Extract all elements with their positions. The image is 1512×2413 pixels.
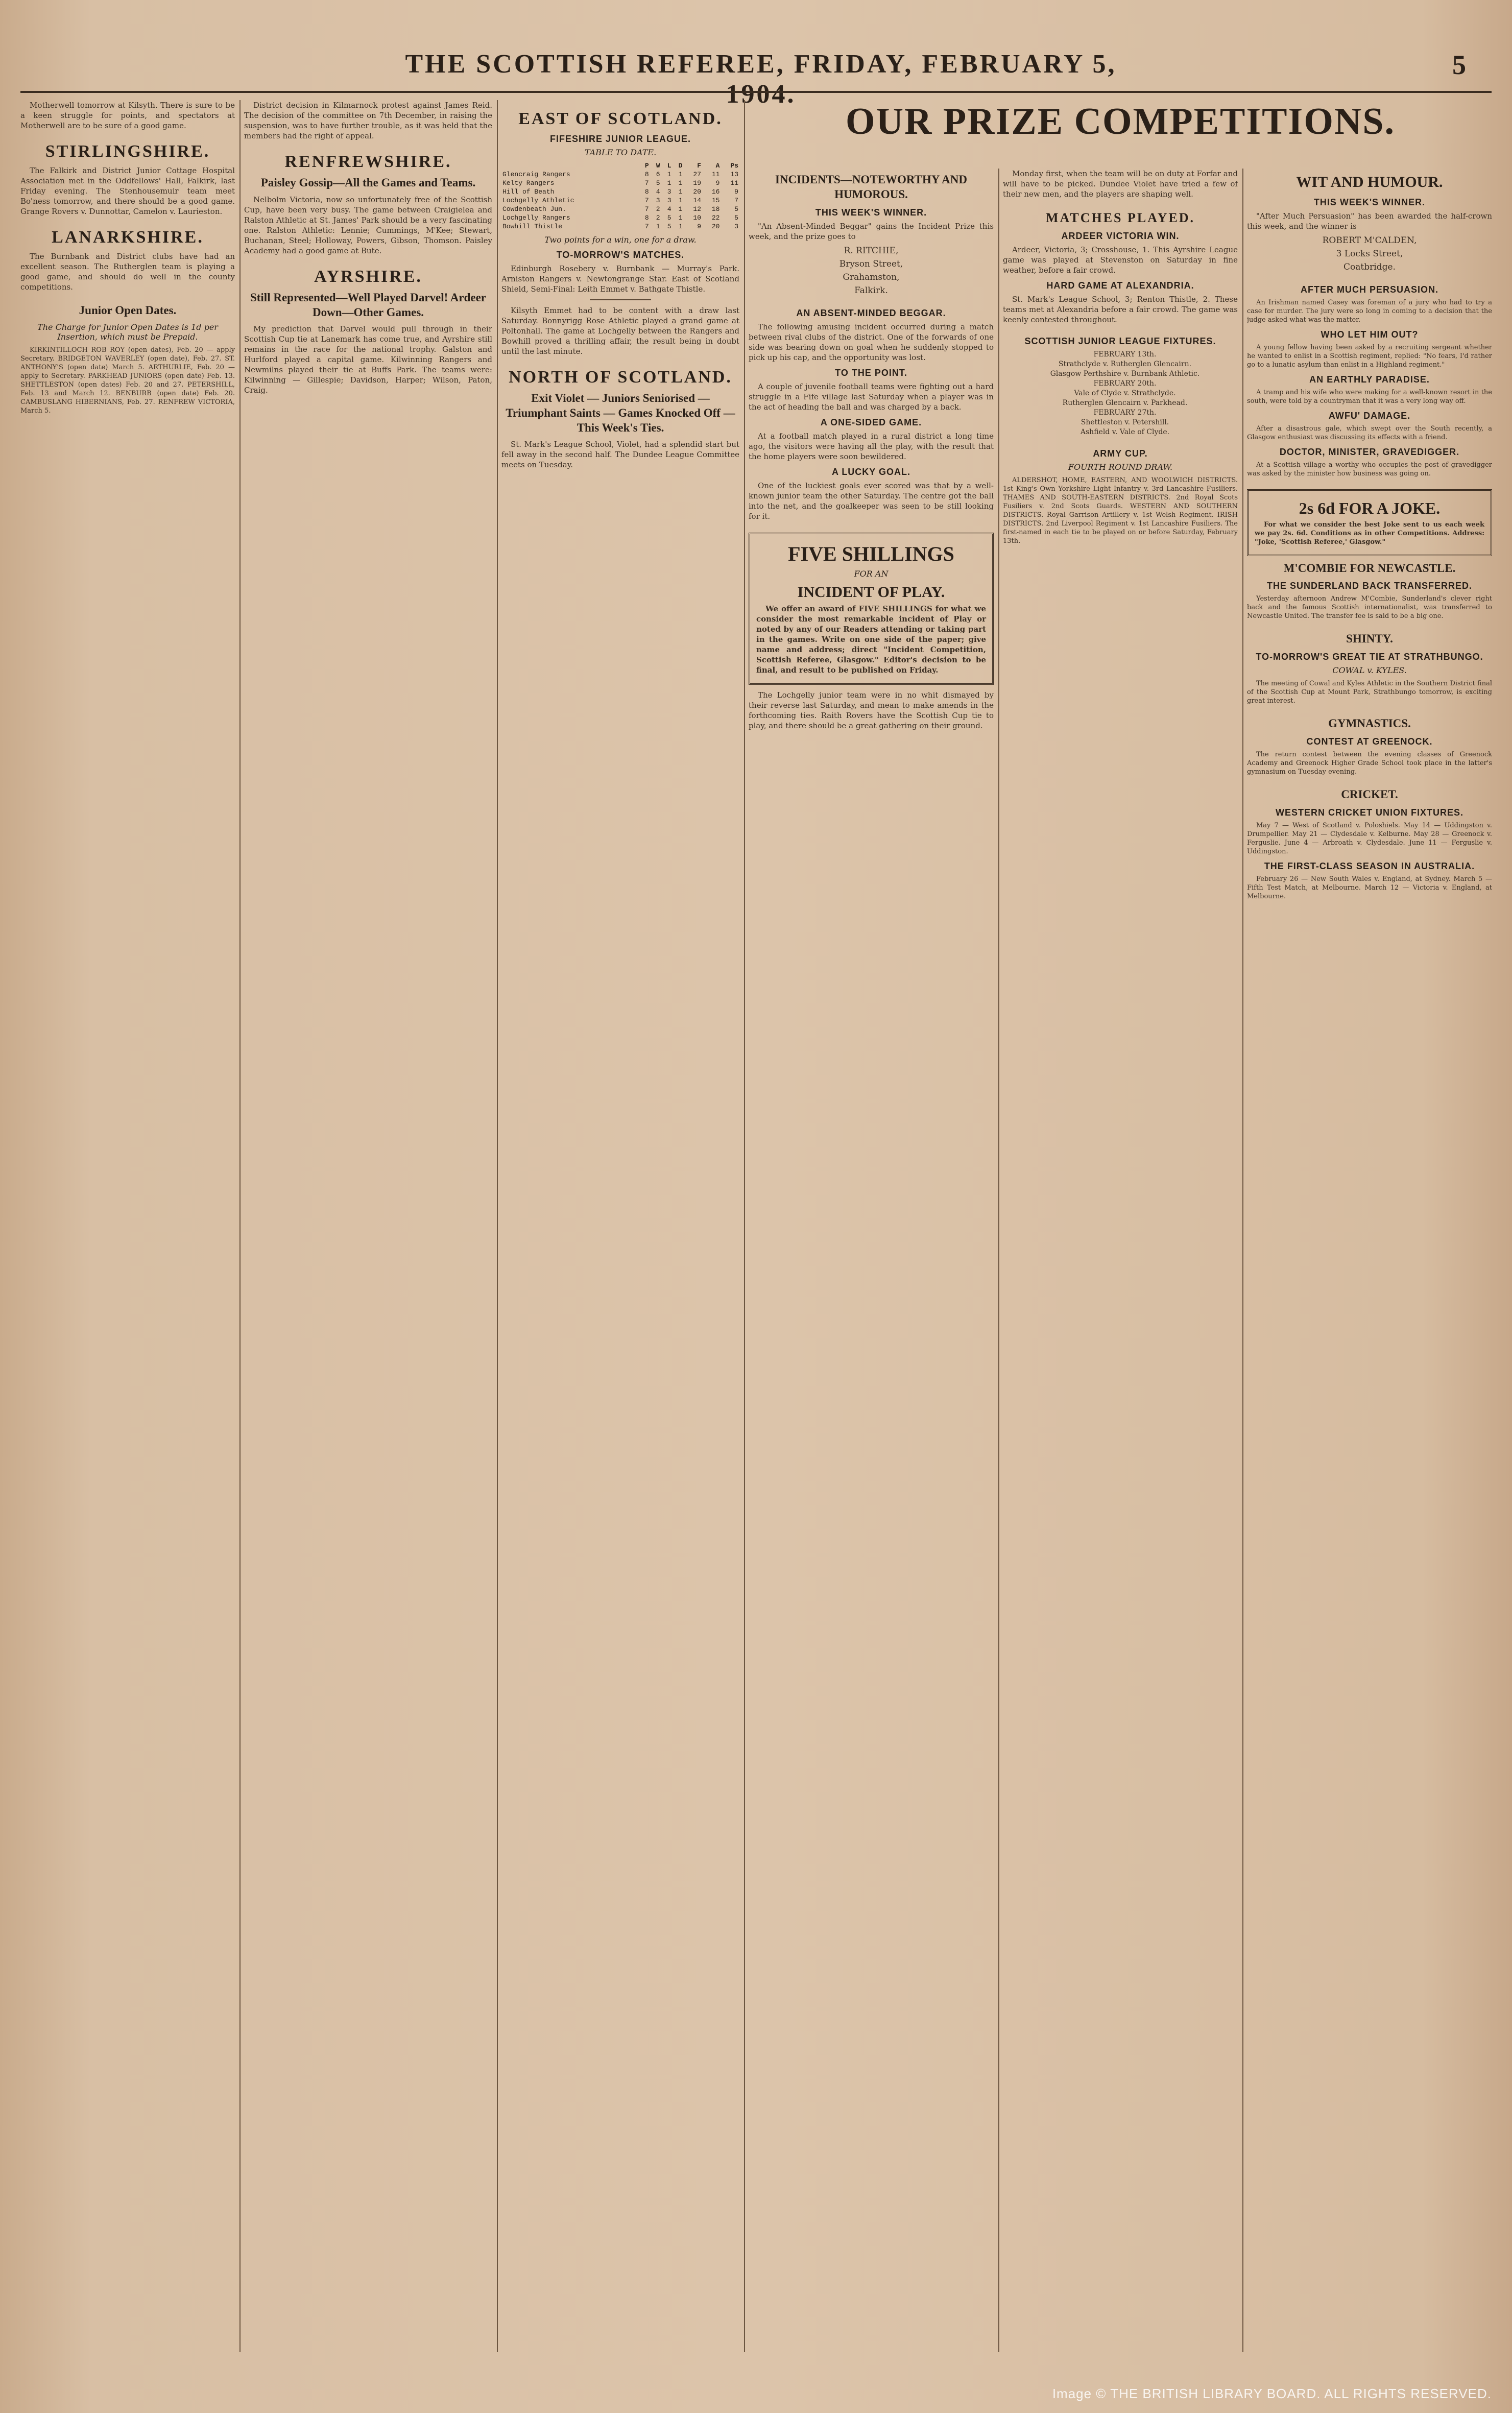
table-cell: 3 (667, 188, 671, 196)
box-subtitle: FOR AN (854, 568, 889, 579)
section-subheading: THE FIRST-CLASS SEASON IN AUSTRALIA. (1264, 861, 1475, 871)
table-row (501, 213, 739, 222)
table-header-cell: W (656, 162, 660, 170)
match-heading: ARDEER VICTORIA WIN. (1061, 231, 1180, 241)
article-text: The meeting of Cowal and Kyles Athletic in the Southern District final of the Scottish Cup at Mount Park, Strathbungo tomorrow, is exciting great interest. (1247, 680, 1492, 705)
fixture-line: FEBRUARY 13th. (1093, 350, 1157, 359)
table-cell: 3 (656, 197, 660, 204)
column-divider (744, 100, 745, 2352)
joke-heading: AWFU' DAMAGE. (1328, 410, 1411, 421)
table-row (501, 179, 739, 187)
column-1 (20, 100, 235, 2352)
fixture-text: May 7 — West of Scotland v. Poloshiels. May 14 — Uddingston v. Drumpellier. May 21 — Clydesdale v. Kelburne. May 28 — Greenock v. Ferguslie. June 4 — Arbroath v. Clydesdale. June 11 — Ferguslie v. Uddingston. (1247, 821, 1492, 855)
masthead (0, 49, 1512, 109)
column-3 (501, 100, 739, 2352)
table-cell: 10 (693, 214, 702, 222)
divider (590, 299, 651, 300)
table-note: Two points for a win, one for a draw. (544, 235, 697, 245)
box-text: We offer an award of FIVE SHILLINGS for what we consider the most remarkable incident of Play or noted by any of our Readers attending or taking part in the games. Write on one side of the paper; give name and address; direct "Incident Competition, Scottish Referee, Glasgow." Editor's decision to be final, and result to be published on Friday. (756, 604, 986, 675)
table-caption: TABLE TO DATE. (584, 148, 657, 157)
column-2 (244, 100, 492, 2352)
table-row (501, 205, 739, 213)
table-cell: 5 (656, 179, 660, 187)
section-heading-incidents: INCIDENTS—NOTEWORTHY AND HUMOROUS. (775, 173, 967, 201)
table-cell: 4 (656, 188, 660, 196)
league-heading: FIFESHIRE JUNIOR LEAGUE. (549, 134, 691, 144)
section-heading-mcombie: M'COMBIE FOR NEWCASTLE. (1283, 561, 1456, 575)
box-title: INCIDENT OF PLAY. (797, 583, 945, 601)
table-cell: 5 (734, 214, 738, 222)
article-text: Ardeer, Victoria, 3; Crosshouse, 1. This Ayrshire League game was played at Stevenston on Saturday in fine weather, before a fair crowd. (1003, 245, 1238, 275)
table-row (501, 187, 739, 196)
table-cell: 4 (667, 205, 671, 213)
prize-competitions-banner: OUR PRIZE COMPETITIONS. (846, 101, 1395, 142)
fixture-line: Shettleston v. Petershill. (1081, 418, 1169, 426)
table-cell: Kelty Rangers (502, 179, 555, 187)
table-cell: 13 (730, 171, 738, 178)
table-header-cell: D (678, 162, 683, 170)
table-cell: 7 (734, 197, 738, 204)
table-cell: 1 (656, 223, 660, 230)
section-subheading: The Charge for Junior Open Dates is 1d per Insertion, which must be Prepaid. (37, 322, 218, 342)
article-text: Kilsyth Emmet had to be content with a draw last Saturday. Bonnyrigg Rose Athletic played a grand game at Poltonhall. The game at Lochgelly between the Rangers and Bowhill proved a thrilling affair, the result being in doubt until the last minute. (501, 306, 739, 356)
table-cell: 5 (667, 214, 671, 222)
fixture-line: Rutherglen Glencairn v. Parkhead. (1062, 399, 1188, 407)
article-text: Yesterday afternoon Andrew M'Combie, Sunderland's clever right back and the famous Scottish internationalist, was transferred to Newcastle United. The transfer fee is said to be a big one. (1247, 595, 1492, 620)
article-text: District decision in Kilmarnock protest against James Reid. The decision of the committee on 7th December, in raising the suspension, was to have further trouble, as it was held that the members had the right of appeal. (244, 101, 492, 140)
section-heading-gymnastics: GYMNASTICS. (1328, 717, 1411, 730)
table-cell: 11 (730, 179, 738, 187)
table-row (501, 170, 739, 179)
table-cell: 1 (678, 214, 683, 222)
section-heading-shinty: SHINTY. (1346, 632, 1393, 646)
column-4 (749, 169, 994, 2352)
box-title: 2s 6d FOR A JOKE. (1299, 498, 1441, 517)
article-text: At a football match played in a rural district a long time ago, the visitors were having all the play, with the result that the home players were soon bewildered. (749, 431, 994, 461)
section-subheading: Exit Violet — Juniors Seniorised — Triumphant Saints — Games Knocked Off — This Week's Ties. (506, 392, 735, 434)
article-text: Edinburgh Rosebery v. Burnbank — Murray's Park. Arniston Rangers v. Newtongrange Star. East of Scotland Shield, Semi-Final: Leith Emmet v. Bathgate Thistle. (501, 264, 739, 294)
fixture-line: Vale of Clyde v. Strathclyde. (1074, 389, 1176, 397)
five-shillings-box (749, 533, 994, 685)
fixture-line: FEBRUARY 20th. (1093, 379, 1157, 388)
article-text: My prediction that Darvel would pull through in their Scottish Cup tie at Lanemark has come true, and Ayrshire still remains in the race for the national trophy. Galston and Hurlford played a capital game. Kilwinning Rangers and Newmilns played their tie at Buffs Park. The teams were: Kilwinning — Gillespie; Davidson, Harper; Wilson, Paton, Craig. (244, 324, 492, 395)
winner-heading: THIS WEEK'S WINNER. (815, 207, 927, 218)
army-cup-subheading: FOURTH ROUND DRAW. (1068, 462, 1173, 472)
column-divider (998, 169, 999, 2352)
article-text: The Burnbank and District clubs have had an excellent season. The Rutherglen team is playing a good game, and should do well in the county competitions. (20, 252, 235, 292)
joke-text: An Irishman named Casey was foreman of a jury who had to try a case for murder. The jury were so long in coming to a decision that the judge asked what was the matter. (1247, 298, 1492, 324)
table-cell: 2 (656, 214, 660, 222)
section-heading-wit-and-humour: WIT AND HUMOUR. (1296, 174, 1443, 190)
section-heading-lanarkshire: LANARKSHIRE. (52, 228, 204, 247)
article-text: The following amusing incident occurred during a match between rival clubs of the district. One of the forwards of one side was bearing down on goal when he suddenly stopped to pick up his cap, and the opportunity was lost. (749, 322, 994, 362)
table-cell: 11 (711, 171, 720, 178)
winner-intro: "After Much Persuasion" has been awarded the half-crown this week, and the winner is (1247, 211, 1492, 231)
table-cell: 1 (678, 223, 683, 230)
table-cell: 1 (678, 205, 683, 213)
section-heading-renfrewshire: RENFREWSHIRE. (284, 152, 452, 171)
copyright-watermark: Image © THE BRITISH LIBRARY BOARD. ALL RIGHTS RESERVED. (1052, 2386, 1492, 2401)
section-subheading: Paisley Gossip—All the Games and Teams. (260, 176, 476, 189)
table-header-cell: A (715, 162, 720, 170)
article-text: Motherwell tomorrow at Kilsyth. There is sure to be a keen struggle for points, and spectators at Motherwell are to be sure of a good game. (20, 101, 235, 130)
table-cell: 5 (667, 223, 671, 230)
column-divider (239, 100, 241, 2352)
table-header-cell (501, 161, 639, 170)
table-cell: 1 (667, 171, 671, 178)
article-text: Monday first, when the team will be on duty at Forfar and will have to be picked. Dundee Violet have tried a few of their new men, and the players are shaping well. (1003, 169, 1238, 199)
box-title: FIVE SHILLINGS (788, 542, 954, 565)
story-heading: TO THE POINT. (835, 367, 907, 378)
winner-address: 3 Locks Street, (1336, 248, 1403, 259)
table-cell: 5 (734, 205, 738, 213)
table-row (501, 196, 739, 205)
fixture-line: FEBRUARY 27th. (1093, 409, 1157, 417)
table-cell: 8 (644, 214, 649, 222)
table-cell: 8 (644, 188, 649, 196)
section-heading-east-of-scotland: EAST OF SCOTLAND. (518, 109, 723, 128)
section-subheading: Still Represented—Well Played Darvel! Ardeer Down—Other Games. (250, 291, 487, 319)
section-subheading: THE SUNDERLAND BACK TRANSFERRED. (1266, 581, 1472, 591)
joke-competition-box (1247, 489, 1492, 556)
table-cell: Hill of Beath (502, 188, 555, 196)
table-cell: 1 (678, 179, 683, 187)
winner-address: Bryson Street, (839, 258, 903, 269)
match-heading: HARD GAME AT ALEXANDRIA. (1046, 280, 1194, 291)
winner-address: Falkirk. (854, 285, 888, 296)
table-cell: 7 (644, 223, 649, 230)
article-text: The Falkirk and District Junior Cottage Hospital Association met in the Oddfellows' Hall, Falkirk, last Friday evening. The Stenhousemuir team meet Bo'ness tomorrow, and there should be a good game. Grange Rovers v. Dunnottar, Camelon v. Laurieston. (20, 166, 235, 216)
column-5 (1003, 169, 1238, 2352)
table-cell: 16 (711, 188, 720, 196)
article-text: A couple of juvenile football teams were fighting out a hard struggle in a Fife village last Saturday when a player was in the act of heading the ball and was charged by a back. (749, 381, 994, 412)
table-cell: Bowhill Thistle (502, 223, 563, 230)
winner-name: ROBERT M'CALDEN, (1322, 235, 1417, 246)
section-heading-junior-open-dates: Junior Open Dates. (79, 304, 177, 317)
table-cell: 1 (678, 197, 683, 204)
table-cell: Lochgelly Rangers (502, 214, 570, 222)
table-header-cell: F (697, 162, 702, 170)
table-cell: Lochgelly Athletic (502, 197, 574, 204)
section-subheading: WESTERN CRICKET UNION FIXTURES. (1275, 807, 1463, 818)
table-cell: 9 (697, 223, 702, 230)
section-heading-matches-played: MATCHES PLAYED. (1045, 210, 1195, 225)
table-cell: 19 (693, 179, 702, 187)
masthead-title: THE SCOTTISH REFEREE, FRIDAY, FEBRUARY 5, 1904. (405, 50, 1117, 109)
table-cell: 18 (711, 205, 720, 213)
section-heading-north-of-scotland: NORTH OF SCOTLAND. (509, 368, 732, 387)
table-cell: 7 (644, 205, 649, 213)
table-cell: 9 (734, 188, 738, 196)
table-cell: 3 (734, 223, 738, 230)
article-text: The return contest between the evening classes of Greenock Academy and Greenock Higher Grade School took place in the latter's gymnasium on Tuesday evening. (1247, 750, 1492, 776)
table-cell: 20 (711, 223, 720, 230)
article-text: The Lochgelly junior team were in no whit dismayed by their reverse last Saturday, and mean to make amends in the forthcoming ties. Raith Rovers have the Scottish Cup tie to play, and there should be a great gathering on their ground. (749, 690, 994, 730)
fixture-line: Glasgow Perthshire v. Burnbank Athletic. (1050, 370, 1200, 378)
table-cell: 3 (667, 197, 671, 204)
table-cell: 7 (644, 197, 649, 204)
section-subheading: TO-MORROW'S GREAT TIE AT STRATHBUNGO. (1256, 652, 1483, 662)
article-text: St. Mark's League School, 3; Renton Thistle, 2. These teams met at Alexandria before a fair crowd. The game was keenly contested throughout. (1003, 295, 1238, 324)
column-divider (1242, 169, 1243, 2352)
table-cell: 2 (656, 205, 660, 213)
league-table (501, 161, 739, 231)
table-cell: 15 (711, 197, 720, 204)
advert-text: KIRKINTILLOCH ROB ROY (open dates), Feb. 20 — apply Secretary. BRIDGETON WAVERLEY (open date), Feb. 27. ST. ANTHONY'S (open date) March 5. ARTHURLIE, Feb. 20 — apply to Secretary. PARKHEAD JUNIORS (open date) Feb. 13. SHETTLESTON (open dates) Feb. 20 and 27. PETERSHILL, Feb. 13 and March 12. BENBURB (open date) Feb. 20. CAMBUSLANG HIBERNIANS, Feb. 27. RENFREW VICTORIA, March 5. (20, 346, 235, 415)
table-cell: 14 (693, 197, 702, 204)
section-heading-cricket: CRICKET. (1341, 787, 1398, 801)
table-cell: 1 (667, 179, 671, 187)
winner-address: Grahamston, (843, 272, 900, 282)
table-header-cell: L (667, 162, 671, 170)
army-cup-heading: ARMY CUP. (1093, 448, 1148, 459)
table-cell: 22 (711, 214, 720, 222)
table-header-row (501, 161, 739, 170)
table-cell: 1 (678, 171, 683, 178)
winner-address: Coatbridge. (1343, 261, 1396, 272)
joke-text: After a disastrous gale, which swept over the South recently, a Glasgow enthusiast was discussing its effects with a friend. (1247, 424, 1492, 441)
table-cell: 12 (693, 205, 702, 213)
match-line: COWAL v. KYLES. (1332, 665, 1407, 675)
fixture-line: Strathclyde v. Rutherglen Glencairn. (1058, 360, 1192, 368)
section-heading-ayrshire: AYRSHIRE. (314, 267, 422, 286)
table-cell: 9 (715, 179, 720, 187)
table-cell: 27 (693, 171, 702, 178)
joke-heading: WHO LET HIM OUT? (1321, 329, 1419, 340)
article-text: Nelbolm Victoria, now so unfortunately free of the Scottish Cup, have been very busy. The game between Craigielea and Ralston Athletic at St. James' Park should be a very fascinating one. Ralston Athletic: Lennie; Cummings, M'Kee; Stewart, Buchanan, Steel; Holloway, Powers, Gibson, Thomson. Paisley Academy had a good game at Bute. (244, 195, 492, 255)
article-text: St. Mark's League School, Violet, had a splendid start but fell away in the second half. The Dundee League Committee meets on Tuesday. (501, 440, 739, 470)
page-number: 5 (1452, 50, 1466, 80)
box-text: For what we consider the best Joke sent to us each week we pay 2s. 6d. Conditions as in other Competitions. Address: "Joke, 'Scottish Referee,' Glasgow." (1255, 520, 1484, 546)
table-cell: 6 (656, 171, 660, 178)
table-cell: 7 (644, 179, 649, 187)
table-header-cell: P (644, 162, 649, 170)
section-heading-stirlingshire: STIRLINGSHIRE. (45, 142, 210, 161)
fixtures-heading: SCOTTISH JUNIOR LEAGUE FIXTURES. (1024, 336, 1216, 346)
joke-text: A tramp and his wife who were making for a well-known resort in the south, were told by a countryman that it was a very long way off. (1247, 388, 1492, 405)
table-row (501, 222, 739, 231)
fixture-list (1003, 350, 1238, 437)
article-text: One of the luckiest goals ever scored was that by a well-known junior team the other Saturday. The centre got the ball into the net, and the goalkeeper was seen to be still looking for it. (749, 481, 994, 521)
winner-intro: "An Absent-Minded Beggar" gains the Incident Prize this week, and the prize goes to (749, 221, 994, 241)
story-heading: A ONE-SIDED GAME. (820, 417, 922, 427)
header-rule (20, 91, 1492, 93)
fixture-line: Ashfield v. Vale of Clyde. (1080, 428, 1170, 436)
joke-heading: AFTER MUCH PERSUASION. (1300, 284, 1438, 295)
article-text: ALDERSHOT, HOME, EASTERN, AND WOOLWICH DISTRICTS. 1st King's Own Yorkshire Light Infantry v. 3rd Lancashire Fusiliers. THAMES AND SOUTH-EASTERN DISTRICTS. 2nd Royal Scots Fusiliers v. 2nd Scots Guards. WESTERN AND SOUTHERN DISTRICTS. Royal Garrison Artillery v. 1st Welsh Regiment. IRISH DISTRICTS. 2nd Liverpool Regiment v. 1st Lancashire Fusiliers. The first-named in each tie to be played on or before Saturday, February 13th. (1003, 476, 1238, 545)
matches-heading: TO-MORROW'S MATCHES. (556, 250, 685, 260)
winner-name: R. RITCHIE, (844, 245, 899, 256)
joke-text: A young fellow having been asked by a recruiting sergeant whether he wanted to enlist in a Scottish regiment, replied: "No fears, I'd rather go to a lunatic asylum than enlist in a Highland regiment." (1247, 343, 1492, 369)
table-cell: 1 (678, 188, 683, 196)
table-cell: Cowdenbeath Jun. (502, 205, 566, 213)
fixture-text: February 26 — New South Wales v. England, at Sydney. March 5 — Fifth Test Match, at Melbourne. March 12 — Victoria v. England, at Melbourne. (1247, 875, 1492, 900)
table-cell: Glencraig Rangers (502, 171, 570, 178)
column-divider (497, 100, 498, 2352)
story-heading: A LUCKY GOAL. (831, 466, 910, 477)
column-6 (1247, 169, 1492, 2352)
table-cell: 8 (644, 171, 649, 178)
section-subheading: CONTEST AT GREENOCK. (1306, 736, 1433, 747)
story-heading: AN ABSENT-MINDED BEGGAR. (796, 307, 946, 318)
joke-text: At a Scottish village a worthy who occupies the post of gravedigger was asked by the minister how business was going on. (1247, 461, 1492, 477)
winner-heading: THIS WEEK'S WINNER. (1313, 197, 1426, 207)
table-header-cell: Ps (730, 162, 738, 170)
joke-heading: AN EARTHLY PARADISE. (1309, 374, 1430, 385)
table-cell: 20 (693, 188, 702, 196)
joke-heading: DOCTOR, MINISTER, GRAVEDIGGER. (1279, 446, 1460, 457)
